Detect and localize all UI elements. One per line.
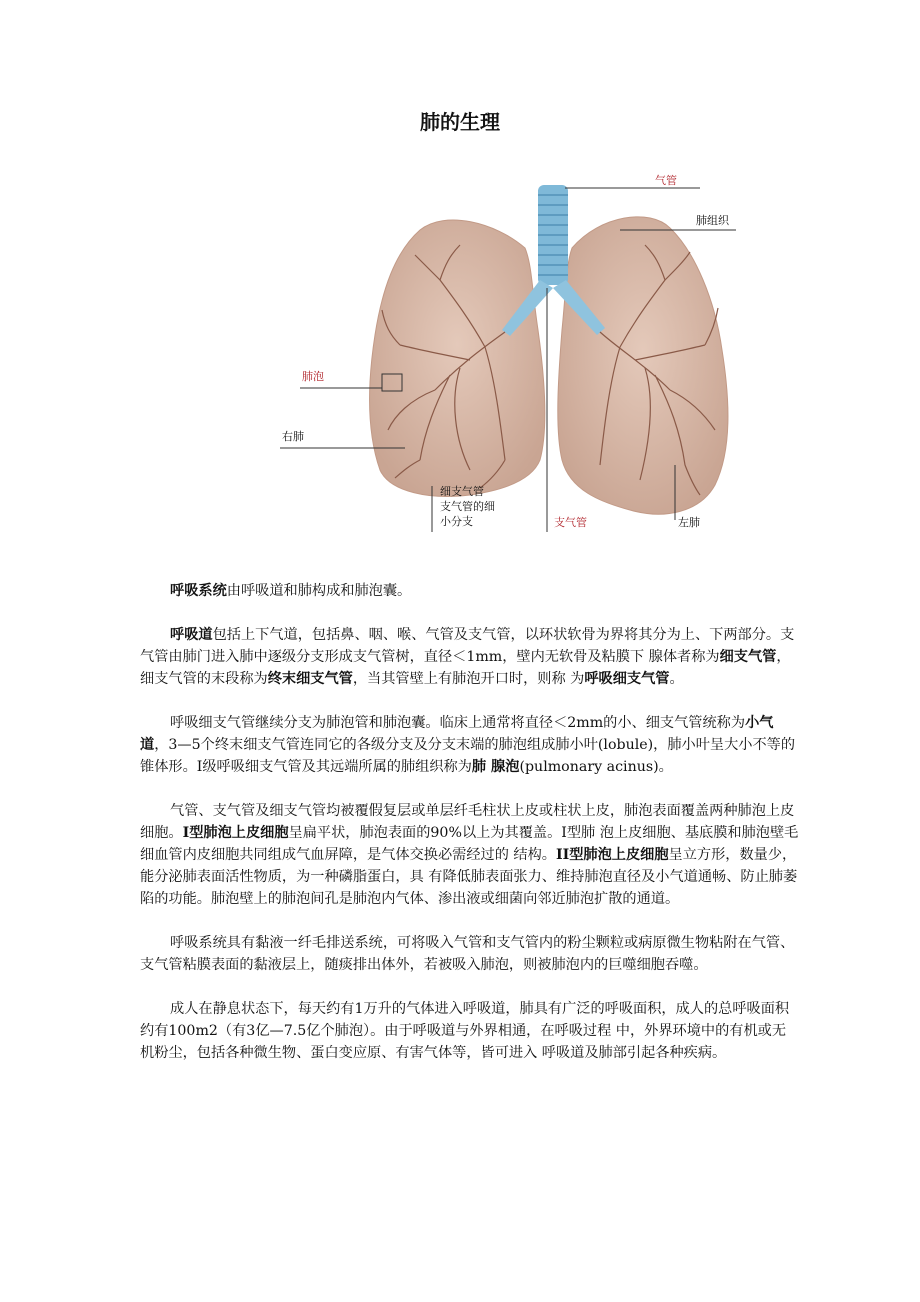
term-respiratory-bronchiole: 呼吸细支气管 — [584, 671, 670, 687]
label-left-lung: 左肺 — [678, 516, 700, 529]
paragraph-3-text-3: (pulmonary acinus)。 — [519, 759, 673, 775]
paragraph-3 — [140, 712, 800, 778]
paragraph-2-text-4: 。 — [669, 671, 684, 687]
paragraph-2-text-2: ，细支气管的末段称为 — [140, 649, 791, 687]
label-bronchiole — [440, 484, 495, 529]
paragraph-2-text-3: ，当其管壁上有肺泡开口时，则称 为 — [352, 671, 585, 687]
term-respiratory-system: 呼吸系统 — [170, 583, 227, 599]
term-terminal-bronchiole: 终末细支气管 — [267, 671, 353, 687]
right-lung-shape — [370, 220, 545, 496]
paragraph-5 — [140, 932, 800, 976]
label-bronchiole-line2: 支气管的细 — [440, 500, 495, 513]
paragraph-3-text-1: 呼吸细支气管继续分支为肺泡管和肺泡囊。临床上通常将直径＜2mm的小、细支气管统称为 — [170, 715, 746, 731]
term-small-airway: 小气道 — [140, 715, 774, 753]
label-trachea: 气管 — [655, 174, 677, 187]
paragraph-6-text: 成人在静息状态下，每天约有1万升的气体进入呼吸道，肺具有广泛的呼吸面积，成人的总呼吸面积约有100m2（有3亿—7.5亿个肺泡）。由于呼吸道与外界相通，在呼吸过程 中，外界环境中的有机或无机粉尘，包括各种微生物、蛋白变应原、有害气体等，皆可进入 呼吸道及肺部引起各种疾病。 — [140, 1001, 790, 1061]
paragraph-4-text-2: 呈扁平状，肺泡表面的90%以上为其覆盖。I型肺 泡上皮细胞、基底膜和肺泡壁毛细血管内皮细胞共同组成气血屏障，是气体交换必需经过的 结构。 — [140, 825, 799, 863]
paragraph-5-text: 呼吸系统具有黏液一纤毛排送系统，可将吸入气管和支气管内的粉尘颗粒或病原微生物粘附在气管、支气管粘膜表面的黏液层上，随痰排出体外，若被吸入肺泡，则被肺泡内的巨噬细胞吞噬。 — [140, 935, 795, 973]
term-type-2-cell: II型肺泡上皮细胞 — [555, 847, 669, 863]
paragraph-2-text-1: 包括上下气道，包括鼻、咽、喉、气管及支气管，以环状软骨为界将其分为上、下两部分。支气管由肺门进入肺中逐级分支形成支气管树，直径＜1mm，壁内无软骨及粘膜下 腺体者称为 — [140, 627, 795, 665]
label-lung-tissue: 肺组织 — [696, 214, 729, 227]
page-title: 肺的生理 — [420, 110, 500, 134]
label-bronchiole-line1: 细支气管 — [440, 485, 484, 498]
lung-diagram — [270, 160, 750, 540]
paragraph-6 — [140, 998, 800, 1064]
paragraph-3-text-2: ，3—5个终末细支气管连同它的各级分支及分支末端的肺泡组成肺小叶(lobule)，肺小叶呈大小不等的锥体形。I级呼吸细支气管及其远端所属的肺组织称为 — [140, 737, 796, 775]
lung-illustration — [270, 160, 750, 540]
label-alveolus: 肺泡 — [302, 370, 324, 383]
term-bronchiole: 细支气管 — [719, 649, 777, 665]
term-airway: 呼吸道 — [170, 627, 213, 643]
paragraph-4-text-1: 气管、支气管及细支气管均被覆假复层或单层纤毛柱状上皮或柱状上皮，肺泡表面覆盖两种肺泡上皮细胞。 — [140, 803, 795, 841]
term-acinus: 肺 腺泡 — [471, 759, 520, 775]
paragraph-2 — [140, 624, 800, 690]
body-text — [140, 580, 800, 1086]
paragraph-1 — [140, 580, 800, 602]
paragraph-4-text-3: 呈立方形，数量少，能分泌肺表面活性物质，为一种磷脂蛋白，具 有降低肺表面张力、维持肺泡直径及小气道通畅、防止肺萎陷的功能。肺泡壁上的肺泡间孔是肺泡内气体、渗出液或细菌向邻近肺泡扩散的通道。 — [140, 847, 798, 907]
term-type-1-cell: I型肺泡上皮细胞 — [182, 825, 289, 841]
paragraph-1-text: 由呼吸道和肺构成和肺泡囊。 — [226, 583, 412, 599]
label-bronchiole-line3: 小分支 — [440, 515, 473, 528]
label-bronchus: 支气管 — [554, 516, 587, 529]
paragraph-4 — [140, 800, 800, 910]
label-right-lung: 右肺 — [282, 430, 304, 443]
